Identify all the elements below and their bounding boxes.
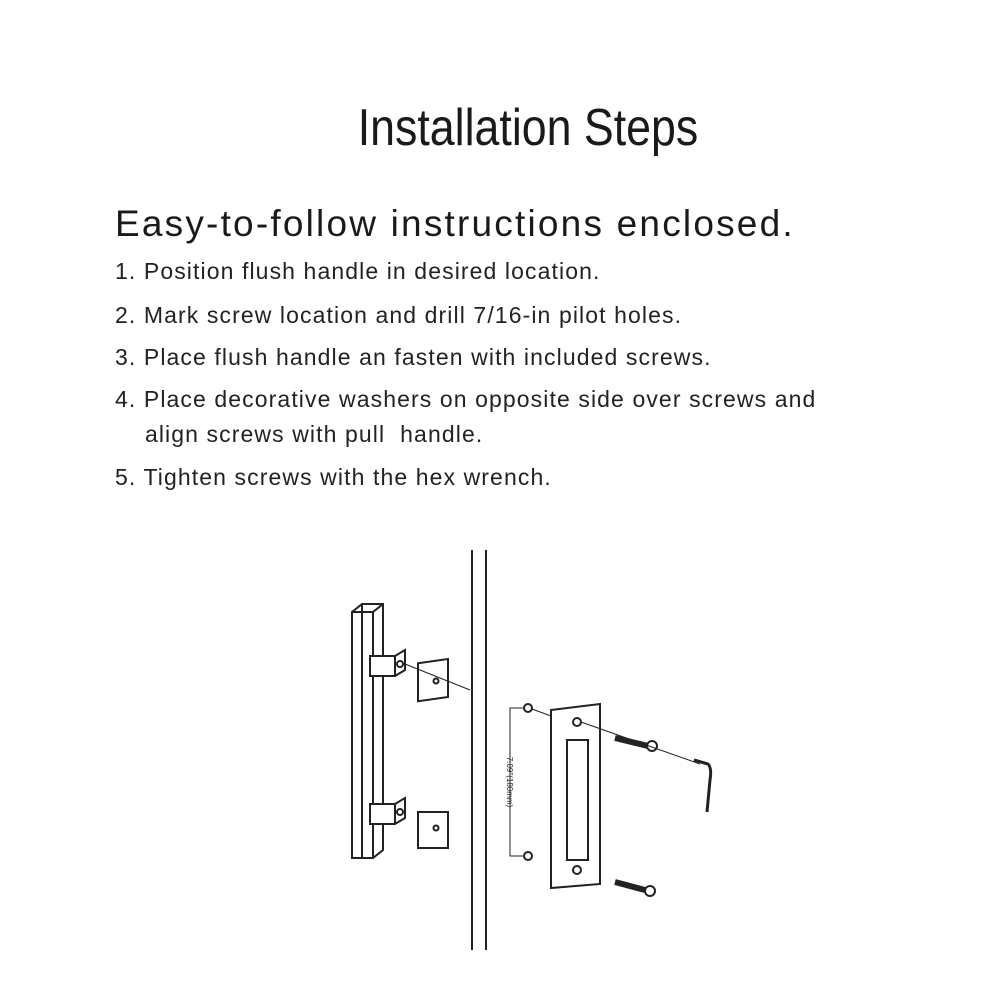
step-2: 2. Mark screw location and drill 7/16-in pilot holes. [115, 302, 683, 328]
step-4: 4. Place decorative washers on opposite side over screws and [115, 386, 817, 412]
pull-handle [352, 604, 405, 858]
washers [405, 659, 470, 848]
page-title: Installation Steps [357, 99, 699, 157]
step-5: 5. Tighten screws with the hex wrench. [115, 464, 552, 490]
step-4-continued: align screws with pull handle. [115, 421, 484, 447]
hex-wrench-icon [694, 760, 711, 812]
door-edge [472, 550, 486, 950]
installation-diagram [0, 540, 1000, 1000]
step-3: 3. Place flush handle an fasten with included screws. [115, 344, 712, 370]
subtitle: Easy-to-follow instructions enclosed. [115, 203, 795, 244]
flush-handle-plate [510, 704, 600, 888]
dimension-label: 7.09"(180mm) [505, 756, 514, 808]
step-1: 1. Position flush handle in desired location. [115, 258, 601, 284]
